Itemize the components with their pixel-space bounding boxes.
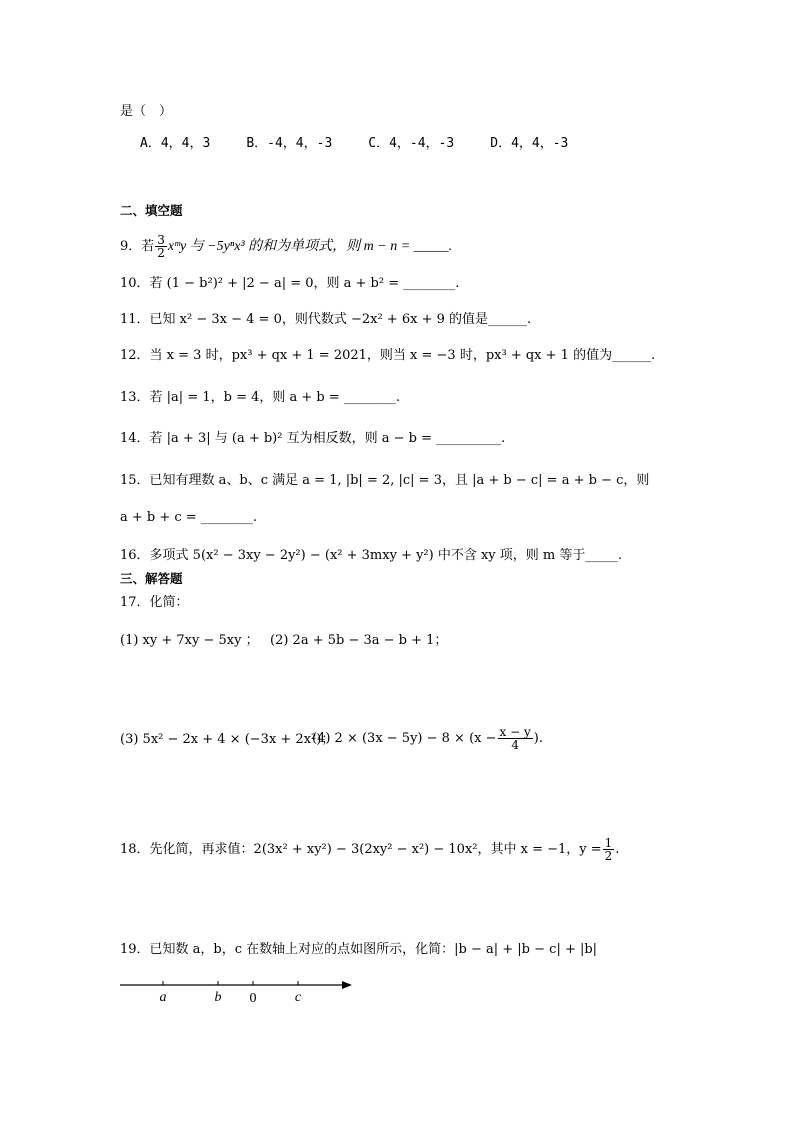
numerator: 3 [157, 233, 165, 247]
denominator: 2 [157, 246, 165, 260]
question-12: 12．当 x = 3 时，px³ + qx + 1 = 2021，则当 x = −3 时，px³ + qx + 1 的值为______. [120, 348, 656, 363]
denominator: 4 [511, 738, 519, 752]
q17-part-1: (1) xy + 7xy − 5xy ； [120, 633, 259, 648]
section-answer: 三、解答题 [120, 571, 183, 586]
fraction [603, 837, 615, 862]
q9-post: xᵐy 与 −5yⁿx³ 的和为单项式，则 m − n = _____. [167, 239, 453, 254]
question-10: 10．若 (1 − b²)² + |2 − a| = 0，则 a + b² = ________. [120, 276, 460, 291]
label-a: a [159, 990, 167, 1005]
number-line [120, 975, 360, 1015]
question-13: 13．若 |a| = 1，b = 4，则 a + b = ________. [120, 390, 401, 405]
label-zero: 0 [249, 991, 257, 1006]
question-18 [120, 837, 619, 862]
question-9 [120, 234, 452, 259]
q17-part-4 [312, 726, 543, 751]
q8-tail: 是（ ） [120, 104, 173, 119]
q17-part-2: (2) 2a + 5b − 3a − b + 1； [270, 633, 448, 648]
question-17: 17．化简： [120, 595, 189, 610]
numerator: 1 [604, 836, 613, 850]
question-16: 16．多项式 5(x² − 3xy − 2y²) − (x² + 3mxy + y²) 中不含 xy 项，则 m 等于_____. [120, 548, 623, 563]
numerator: x − y [499, 725, 531, 739]
q9-pre: 9．若 [120, 239, 155, 254]
option-d: D．4，4，-3 [490, 136, 569, 151]
label-c: c [294, 990, 302, 1005]
axis-arrow [342, 981, 352, 989]
option-b: B．-4，4，-3 [246, 136, 333, 151]
q18-pre: 18．先化简，再求值：2(3x² + xy²) − 3(2xy² − x²) − 10x²，其中 x = −1，y = [120, 842, 602, 857]
section-fill-blank: 二、填空题 [120, 203, 183, 218]
q17-part-3: (3) 5x² − 2x + 4 × (−3x + 2x²)； [120, 732, 335, 747]
label-b: b [214, 990, 222, 1005]
question-19: 19．已知数 a，b，c 在数轴上对应的点如图所示，化简：|b − a| + |b − c| + |b| [120, 942, 598, 957]
question-14: 14．若 |a + 3| 与 (a + b)² 互为相反数，则 a − b = __________. [120, 431, 506, 446]
q18-post: . [615, 842, 620, 857]
option-c: C．4，-4，-3 [368, 136, 455, 151]
fraction [498, 726, 533, 751]
q17-4-post: ). [533, 731, 543, 746]
question-15-answer: a + b + c = ________. [120, 510, 257, 525]
q8-options [140, 136, 604, 152]
question-15: 15．已知有理数 a、b、c 满足 a = 1, |b| = 2, |c| = 3，且 |a + b − c| = a + b − c，则 [120, 473, 650, 488]
option-a: A．4，4，3 [140, 136, 211, 151]
denominator: 2 [604, 849, 613, 863]
question-11: 11．已知 x² − 3x − 4 = 0，则代数式 −2x² + 6x + 9 的值是______. [120, 312, 532, 327]
q17-4-pre: (4) 2 × (3x − 5y) − 8 × (x − [312, 731, 497, 746]
fraction [155, 234, 167, 259]
